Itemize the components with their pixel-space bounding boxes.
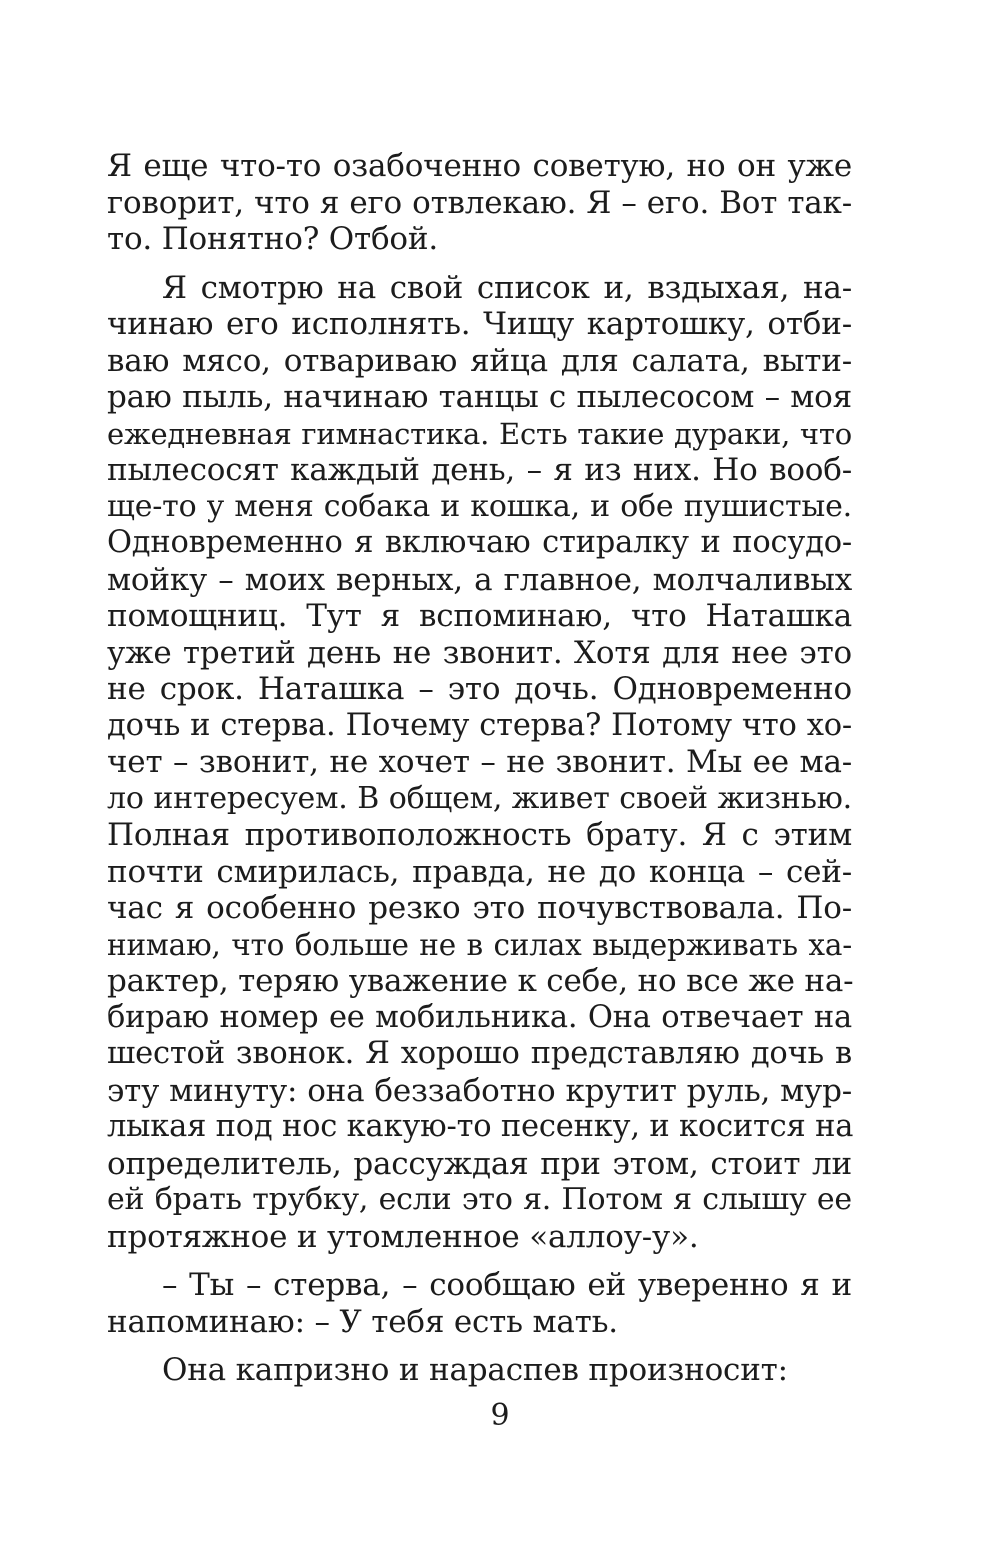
text-line: чет – звонит, не хочет – не звонит. Мы ее ма- xyxy=(107,744,852,780)
paragraph-gap xyxy=(107,1255,852,1267)
text-line: бираю номер ее мобильника. Она отвечает на xyxy=(107,999,852,1035)
paragraph xyxy=(107,148,852,258)
text-line: определитель, рассуждая при этом, стоит ли xyxy=(107,1145,852,1182)
text-line: то. Понятно? Отбой. xyxy=(107,221,438,257)
text-line: пылесосят каждый день, – я из них. Но вооб- xyxy=(107,452,852,488)
text-line: раю пыль, начинаю танцы с пылесосом – моя xyxy=(107,379,852,415)
text-line: напоминаю: – У тебя есть мать. xyxy=(107,1303,618,1340)
text-line: нимаю, что больше не в силах выдерживать ха- xyxy=(107,927,852,962)
text-line: эту минуту: она беззаботно крутит руль, мур- xyxy=(107,1072,852,1109)
text-line: уже третий день не звонит. Хотя для нее это xyxy=(107,634,852,671)
text-line: дочь и стерва. Почему стерва? Потому что хо- xyxy=(107,707,852,743)
paragraph-gap xyxy=(107,258,852,270)
text-line: Я еще что-то озабоченно советую, но он уже xyxy=(107,148,852,184)
text-line: Полная противоположность брату. Я с этим xyxy=(107,817,852,853)
text-line: мойку – моих верных, а главное, молчаливых xyxy=(107,561,852,598)
text-line: Я смотрю на свой список и, вздыхая, на- xyxy=(162,269,852,306)
text-line: говорит, что я его отвлекаю. Я – его. Вот так- xyxy=(107,184,852,221)
paragraph xyxy=(107,1267,852,1340)
body-text xyxy=(107,148,852,1389)
paragraph-gap xyxy=(107,1340,852,1352)
paragraph xyxy=(107,270,852,1256)
text-line: чинаю его исполнять. Чищу картошку, отби- xyxy=(107,306,852,342)
text-line: ей брать трубку, если это я. Потом я слышу ее xyxy=(107,1182,852,1217)
text-line: лыкая под нос какую-то песенку, и косится на xyxy=(107,1109,854,1144)
text-line: час я особенно резко это почувствовала. По- xyxy=(107,890,852,926)
text-line: ежедневная гимнастика. Есть такие дураки, что xyxy=(107,416,852,451)
text-line: ло интересуем. В общем, живет своей жизнью. xyxy=(107,780,852,816)
page-number: 9 xyxy=(490,1398,510,1433)
text-line: ще-то у меня собака и кошка, и обе пушистые. xyxy=(107,488,852,524)
text-line: Одновременно я включаю стиралку и посудо- xyxy=(107,525,852,560)
text-line: не срок. Наташка – это дочь. Одновременно xyxy=(107,671,852,707)
text-line: ваю мясо, отвариваю яйца для салата, выти- xyxy=(107,342,852,379)
text-line: рактер, теряю уважение к себе, но все же на- xyxy=(107,963,854,999)
text-line: – Ты – стерва, – сообщаю ей уверенно я и xyxy=(162,1267,852,1303)
text-line: протяжное и утомленное «аллоу-у». xyxy=(107,1218,699,1255)
text-line: шестой звонок. Я хорошо представляю дочь в xyxy=(107,1036,852,1071)
text-line: почти смирилась, правда, не до конца – сей- xyxy=(107,853,852,890)
paragraph xyxy=(107,1352,852,1389)
text-line: помощниц. Тут я вспоминаю, что Наташка xyxy=(107,598,852,634)
text-line: Она капризно и нараспев произносит: xyxy=(162,1352,788,1388)
